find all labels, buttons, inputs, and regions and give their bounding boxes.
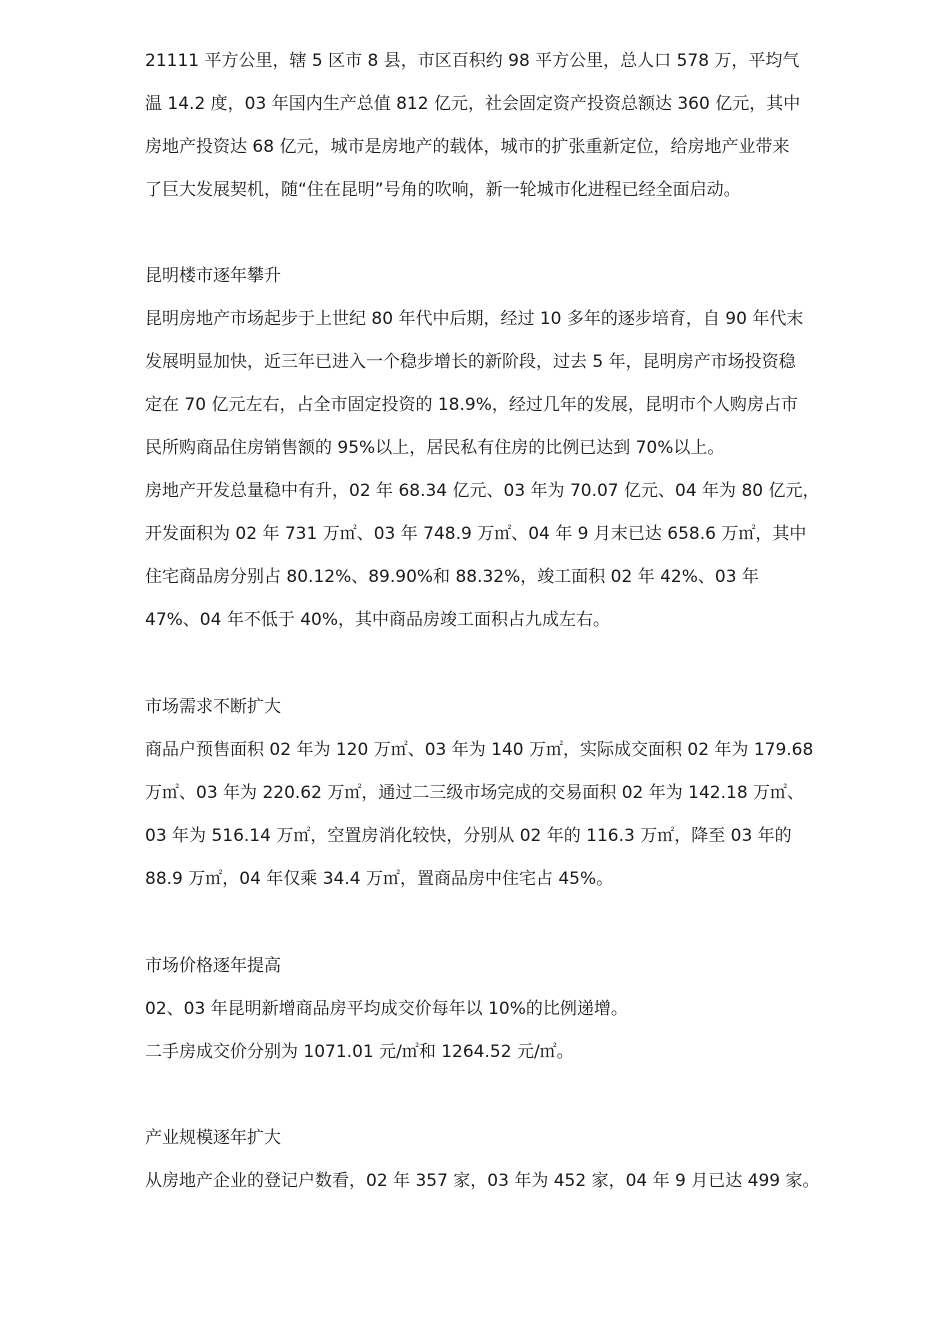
intro-paragraph: [145, 40, 905, 212]
section-demand-heading: 市场需求不断扩大: [145, 697, 281, 717]
section-price: [145, 945, 905, 1074]
intro-line-4: 了巨大发展契机，随“住在昆明”号角的吹响，新一轮城市化进程已经全面启动。: [145, 180, 741, 200]
growth-para2-line-2: 开发面积为 02 年 731 万㎡、03 年 748.9 万㎡、04 年 9 月末已达 658.6 万㎡，其中: [145, 524, 807, 544]
demand-line-1: 商品户预售面积 02 年为 120 万㎡、03 年为 140 万㎡，实际成交面积 02 年为 179.68: [145, 740, 814, 760]
growth-para1-line-1: 昆明房地产市场起步于上世纪 80 年代中后期，经过 10 多年的逐步培育，自 90 年代末: [145, 309, 804, 329]
scale-line-1: 从房地产企业的登记户数看，02 年 357 家，03 年为 452 家，04 年 9 月已达 499 家。: [145, 1171, 820, 1191]
section-demand: [145, 686, 905, 901]
price-line-2: 二手房成交价分别为 1071.01 元/㎡和 1264.52 元/㎡。: [145, 1042, 574, 1062]
growth-para2-line-4: 47%、04 年不低于 40%，其中商品房竣工面积占九成左右。: [145, 610, 611, 630]
section-growth-heading: 昆明楼市逐年攀升: [145, 266, 281, 286]
section-scale: [145, 1117, 905, 1203]
section-scale-heading: 产业规模逐年扩大: [145, 1128, 281, 1148]
growth-para1-line-4: 民所购商品住房销售额的 95%以上，居民私有住房的比例已达到 70%以上。: [145, 438, 725, 458]
section-price-heading: 市场价格逐年提高: [145, 956, 281, 976]
growth-para2-line-1: 房地产开发总量稳中有升，02 年 68.34 亿元、03 年为 70.07 亿元、04 年为 80 亿元，: [145, 481, 820, 501]
growth-para1-line-2: 发展明显加快，近三年已进入一个稳步增长的新阶段，过去 5 年，昆明房产市场投资稳: [145, 352, 796, 372]
intro-line-1: 21111 平方公里，辖 5 区市 8 县，市区百积约 98 平方公里，总人口 578 万，平均气: [145, 51, 800, 71]
demand-line-2: 万㎡、03 年为 220.62 万㎡，通过二三级市场完成的交易面积 02 年为 142.18 万㎡、: [145, 783, 805, 803]
demand-line-3: 03 年为 516.14 万㎡，空置房消化较快，分别从 02 年的 116.3 万㎡，降至 03 年的: [145, 826, 792, 846]
section-growth: [145, 255, 905, 642]
price-line-1: 02、03 年昆明新增商品房平均成交价每年以 10%的比例递增。: [145, 999, 628, 1019]
growth-para2-line-3: 住宅商品房分别占 80.12%、89.90%和 88.32%，竣工面积 02 年 42%、03 年: [145, 567, 759, 587]
intro-line-2: 温 14.2 度，03 年国内生产总值 812 亿元，社会固定资产投资总额达 360 亿元，其中: [145, 94, 801, 114]
growth-para1-line-3: 定在 70 亿元左右，占全市固定投资的 18.9%，经过几年的发展，昆明市个人购房占市: [145, 395, 798, 415]
demand-line-4: 88.9 万㎡，04 年仅乘 34.4 万㎡，置商品房中住宅占 45%。: [145, 869, 614, 889]
intro-line-3: 房地产投资达 68 亿元，城市是房地产的载体，城市的扩张重新定位，给房地产业带来: [145, 137, 790, 157]
